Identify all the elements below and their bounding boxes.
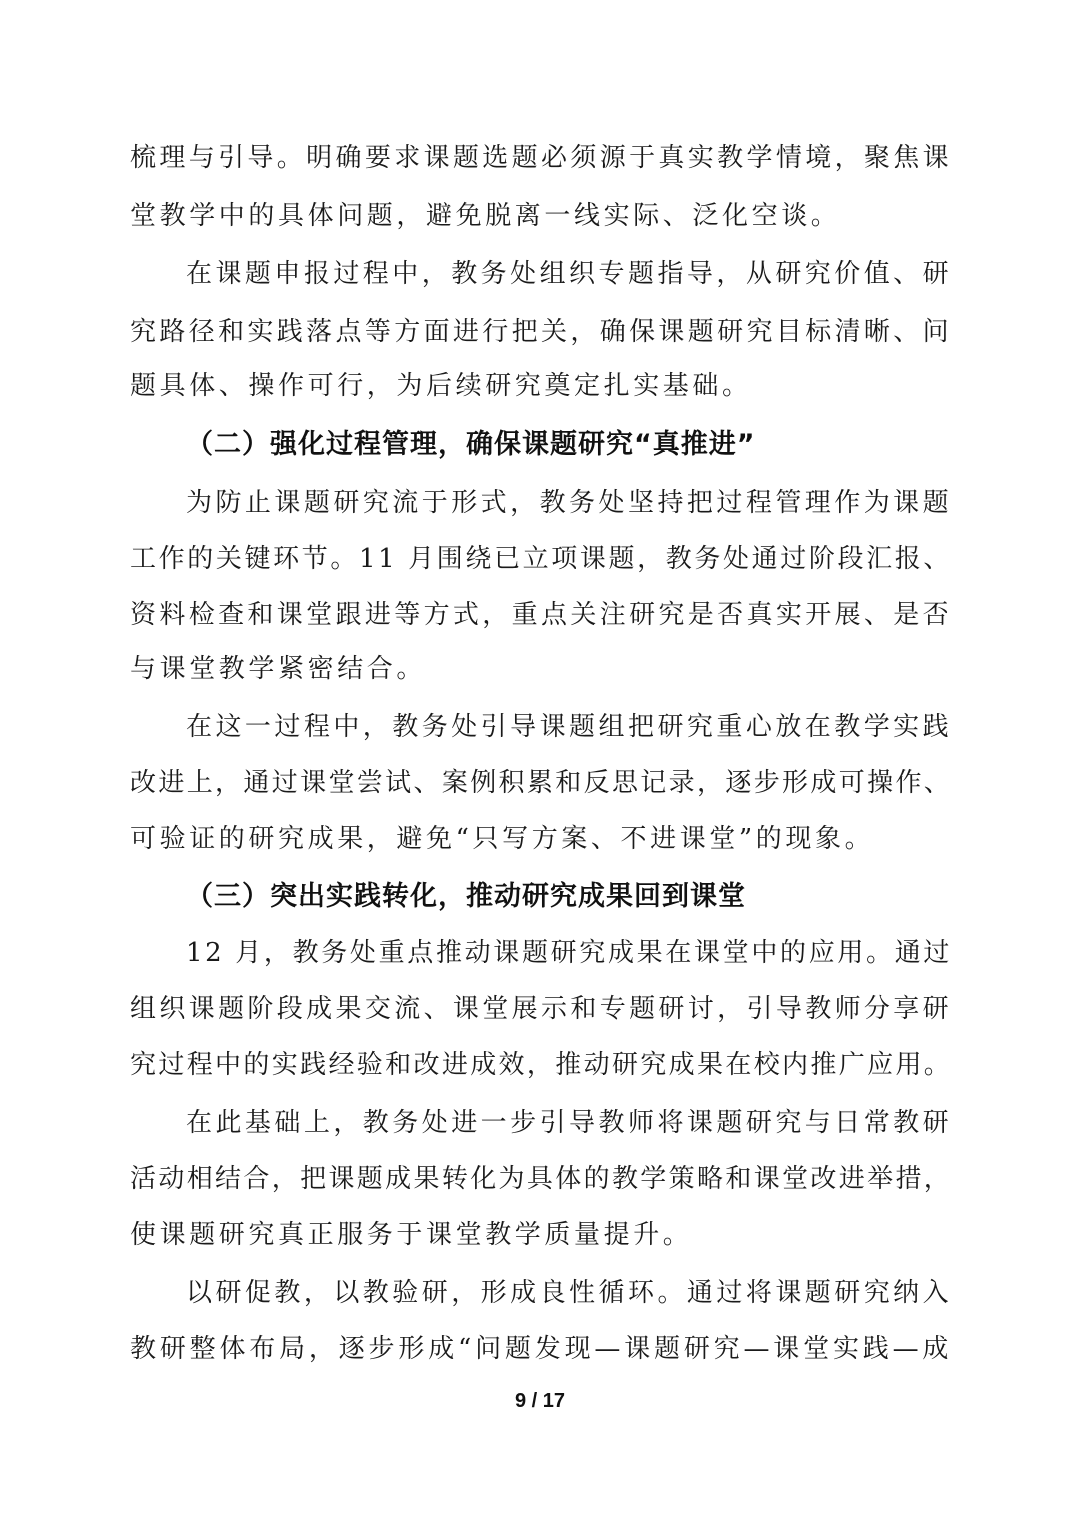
paragraph-line: 可验证的研究成果，避免“只写方案、不进课堂”的现象。 bbox=[130, 824, 875, 854]
paragraph-line: 究过程中的实践经验和改进成效，推动研究成果在校内推广应用。 bbox=[130, 1050, 953, 1080]
paragraph-line: 12 月，教务处重点推动课题研究成果在课堂中的应用。通过 bbox=[186, 938, 952, 968]
page-number: 9 / 17 bbox=[514, 1390, 566, 1412]
paragraph-line: 改进上，通过课堂尝试、案例积累和反思记录，逐步形成可操作、 bbox=[130, 768, 953, 798]
section-heading-2: （二）强化过程管理，确保课题研究“真推进” bbox=[186, 429, 756, 460]
paragraph-line: 梳理与引导。明确要求课题选题必须源于真实教学情境，聚焦课 bbox=[130, 143, 952, 173]
paragraph-line: 以研促教，以教验研，形成良性循环。通过将课题研究纳入 bbox=[186, 1278, 952, 1308]
paragraph-line: 使课题研究真正服务于课堂教学质量提升。 bbox=[130, 1220, 693, 1250]
paragraph-line: 为防止课题研究流于形式，教务处坚持把过程管理作为课题 bbox=[186, 488, 952, 518]
paragraph-line: 教研整体布局，逐步形成“问题发现—课题研究—课堂实践—成 bbox=[130, 1334, 952, 1364]
paragraph-line: 题具体、操作可行，为后续研究奠定扎实基础。 bbox=[130, 371, 752, 401]
paragraph-line: 究路径和实践落点等方面进行把关，确保课题研究目标清晰、问 bbox=[130, 317, 952, 347]
paragraph-line: 堂教学中的具体问题，避免脱离一线实际、泛化空谈。 bbox=[130, 201, 841, 231]
paragraph-line: 资料检查和课堂跟进等方式，重点关注研究是否真实开展、是否 bbox=[130, 600, 952, 630]
paragraph-line: 在课题申报过程中，教务处组织专题指导，从研究价值、研 bbox=[186, 259, 952, 289]
section-heading-3: （三）突出实践转化，推动研究成果回到课堂 bbox=[186, 881, 746, 912]
paragraph-line: 组织课题阶段成果交流、课堂展示和专题研讨，引导教师分享研 bbox=[130, 994, 952, 1024]
paragraph-line: 工作的关键环节。11 月围绕已立项课题，教务处通过阶段汇报、 bbox=[130, 544, 952, 574]
paragraph-line: 与课堂教学紧密结合。 bbox=[130, 654, 427, 684]
paragraph-line: 在此基础上，教务处进一步引导教师将课题研究与日常教研 bbox=[186, 1108, 952, 1138]
paragraph-line: 在这一过程中，教务处引导课题组把研究重心放在教学实践 bbox=[186, 712, 952, 742]
paragraph-line: 活动相结合，把课题成果转化为具体的教学策略和课堂改进举措， bbox=[130, 1164, 953, 1194]
